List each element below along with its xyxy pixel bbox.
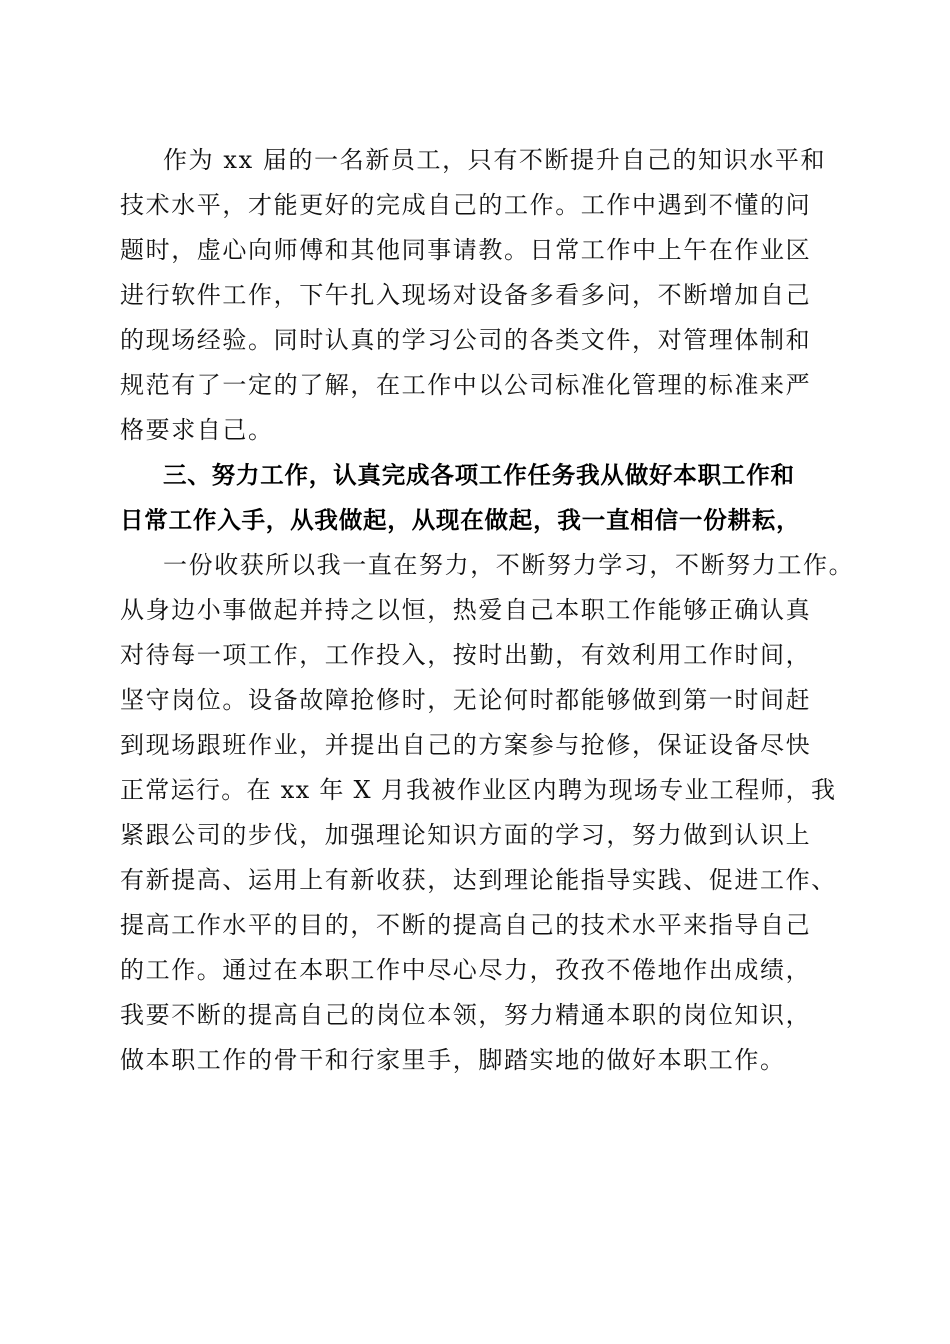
paragraph-1-line-5: 的现场经验。同时认真的学习公司的各类文件，对管理体制和 [120,326,812,354]
paragraph-1-line-3: 题时，虚心向师傅和其他同事请教。日常工作中上午在作业区 [120,236,812,264]
paragraph-2-line-4: 坚守岗位。设备故障抢修时，无论何时都能够做到第一时间赶 [120,686,812,714]
paragraph-2-line-8: 有新提高、运用上有新收获，达到理论能指导实践、促进工作、 [120,866,837,894]
paragraph-2-line-7: 紧跟公司的步伐，加强理论知识方面的学习，努力做到认识上 [120,821,812,849]
section-heading-line-1: 三、努力工作，认真完成各项工作任务我从做好本职工作和 [163,461,795,489]
paragraph-2-line-3: 对待每一项工作，工作投入，按时出勤，有效利用工作时间， [120,641,812,669]
section-heading-line-2: 日常工作入手，从我做起，从现在做起，我一直相信一份耕耘， [120,506,801,534]
paragraph-1-line-4: 进行软件工作，下午扎入现场对设备多看多问，不断增加自己 [120,281,812,309]
paragraph-2-line-10: 的工作。通过在本职工作中尽心尽力，孜孜不倦地作出成绩， [120,956,812,984]
paragraph-1-line-2: 技术水平，才能更好的完成自己的工作。工作中遇到不懂的问 [120,191,812,219]
paragraph-2-line-5: 到现场跟班作业，并提出自己的方案参与抢修，保证设备尽快 [120,731,812,759]
paragraph-2-line-12: 做本职工作的骨干和行家里手，脚踏实地的做好本职工作。 [120,1046,786,1074]
paragraph-2-line-11: 我要不断的提高自己的岗位本领，努力精通本职的岗位知识， [120,1001,812,1029]
paragraph-1-line-7: 格要求自己。 [120,416,274,444]
paragraph-2-line-6: 正常运行。在 xx 年 X 月我被作业区内聘为现场专业工程师，我 [120,776,837,804]
paragraph-1-line-1: 作为 xx 届的一名新员工，只有不断提升自己的知识水平和 [163,146,827,174]
paragraph-1-line-6: 规范有了一定的了解，在工作中以公司标准化管理的标准来严 [120,371,812,399]
paragraph-2-line-9: 提高工作水平的目的，不断的提高自己的技术水平来指导自己 [120,911,812,939]
paragraph-2-line-2: 从身边小事做起并持之以恒，热爱自己本职工作能够正确认真 [120,596,812,624]
paragraph-2-line-1: 一份收获所以我一直在努力，不断努力学习，不断努力工作。 [163,551,855,579]
